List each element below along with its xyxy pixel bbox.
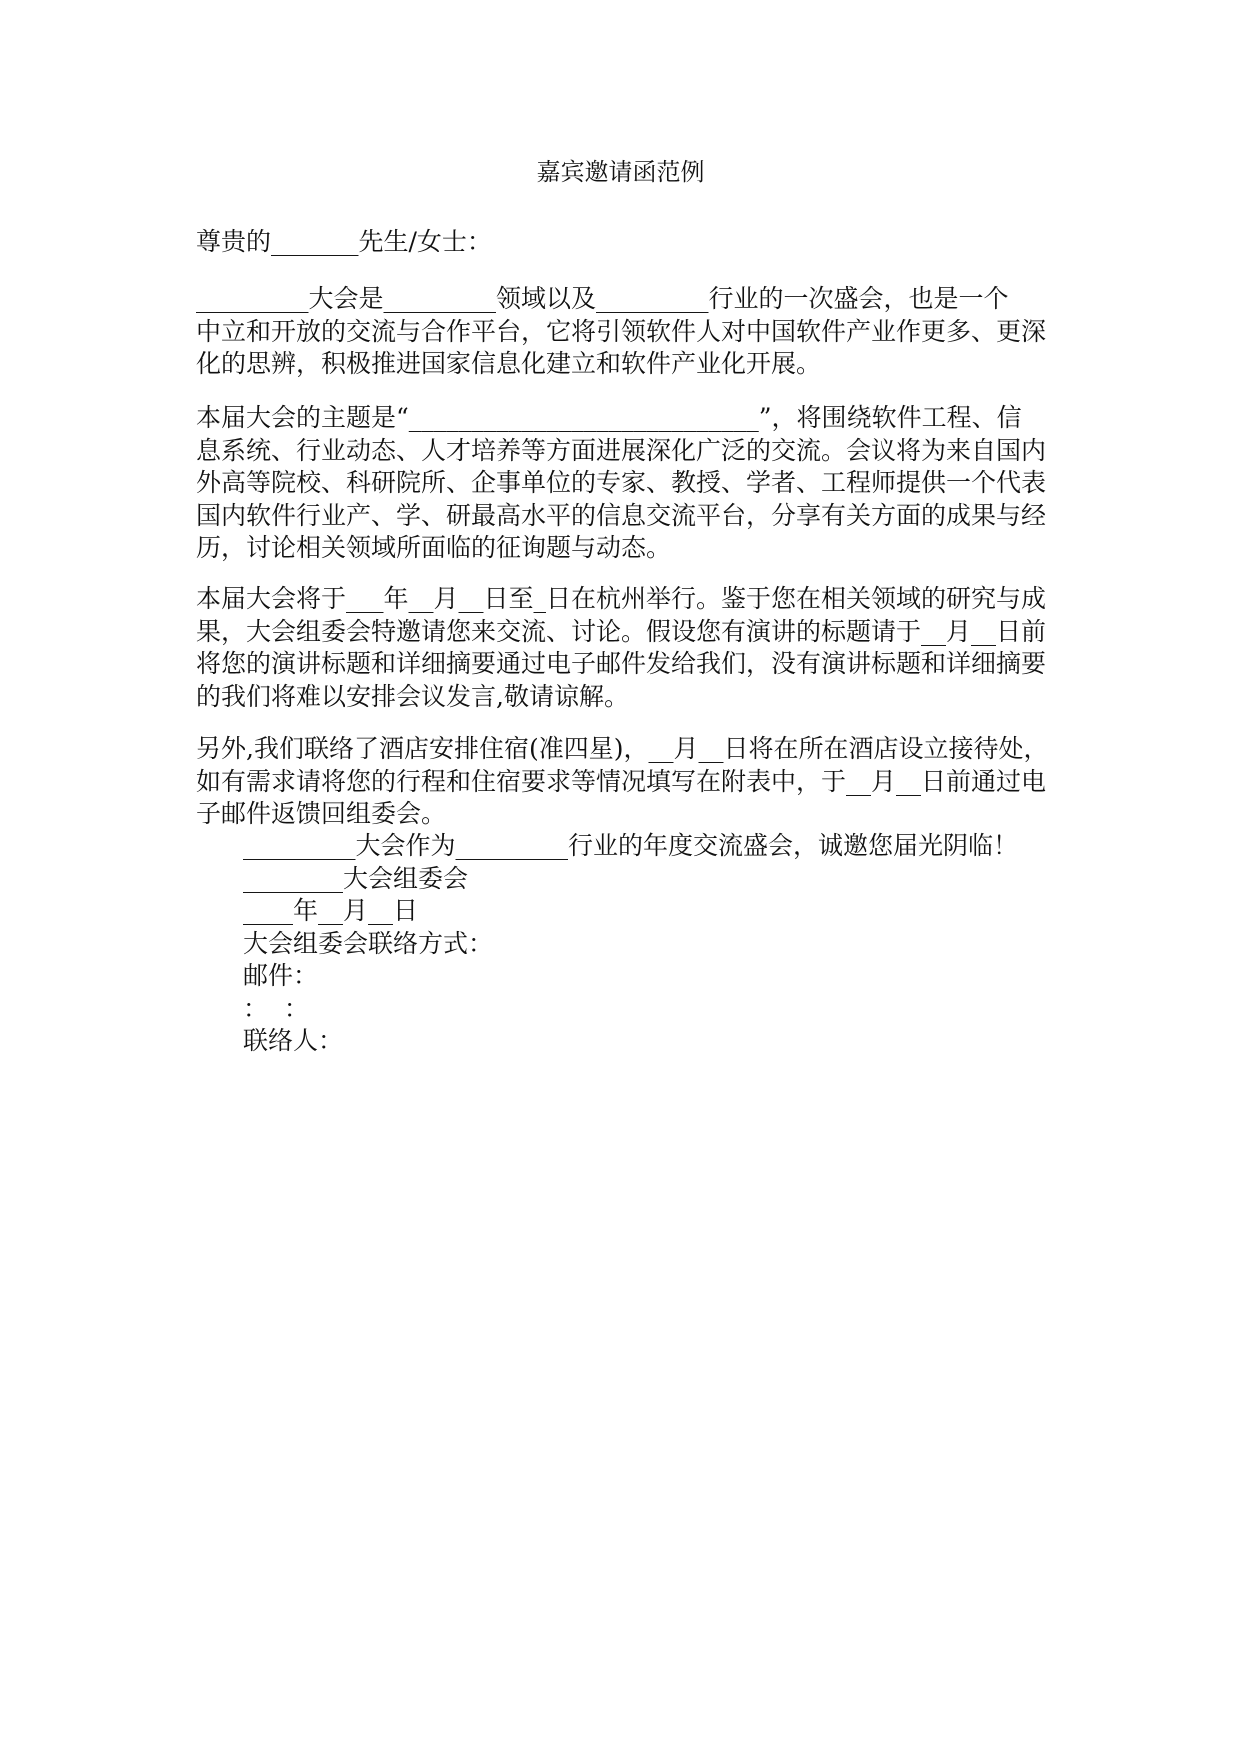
paragraph-line: 如有需求请将您的行程和住宿要求等情况填写在附表中，于__月__日前通过电: [196, 766, 1047, 796]
paragraph-line: 本届大会将于___年__月__日至_日在杭州举行。鉴于您在相关领域的研究与成: [196, 584, 1047, 613]
contact-email: 邮件：: [243, 961, 319, 990]
document-title: 嘉宾邀请函范例: [536, 158, 705, 186]
paragraph-intro: [196, 283, 1046, 381]
paragraph-line: 化的思辨，积极推进国家信息化建立和软件产业化开展。: [196, 349, 822, 378]
paragraph-line: 本届大会的主题是“____________________________”，将围绕软件工程、信: [196, 403, 1022, 432]
paragraph-line: 国内软件行业产、学、研最高水平的信息交流平台，分享有关方面的成果与经: [196, 500, 1047, 530]
paragraph-accommodation: [196, 733, 1049, 831]
contact-phone: ： ：: [243, 993, 309, 1023]
paragraph-line: 果，大会组委会特邀请您来交流、讨论。假设您有演讲的标题请于__月__日前: [196, 616, 1047, 646]
closing-invitation: _________大会作为_________行业的年度交流盛会，诚邀您届光阴临！: [243, 831, 1019, 860]
contact-person: 联络人：: [243, 1026, 344, 1055]
closing-date: ____年__月__日: [243, 896, 419, 925]
closing-organizer: ________大会组委会: [243, 863, 469, 893]
paragraph-line: 息系统、行业动态、人才培养等方面进展深化广泛的交流。会议将为来自国内: [196, 435, 1047, 465]
paragraph-line: 的我们将难以安排会议发言,敬请谅解。: [196, 681, 629, 711]
paragraph-line: _________大会是_________领域以及_________行业的一次盛会，也是一个: [196, 284, 1009, 313]
paragraph-line: 外高等院校、科研院所、企事单位的专家、教授、学者、工程师提供一个代表: [196, 468, 1047, 497]
salutation-text: 尊贵的_______先生/女士：: [196, 227, 492, 256]
paragraph-line: 历，讨论相关领域所面临的征询题与动态。: [196, 533, 672, 562]
paragraph-line: 中立和开放的交流与合作平台，它将引领软件人对中国软件产业作更多、更深: [196, 316, 1047, 346]
paragraph-theme: [196, 402, 1046, 565]
salutation: [196, 226, 1046, 259]
paragraph-line: 将您的演讲标题和详细摘要通过电子邮件发给我们，没有演讲标题和详细摘要: [196, 649, 1047, 678]
paragraph-line: 另外,我们联络了酒店安排住宿(准四星)，__月__日将在所在酒店设立接待处，: [196, 734, 1049, 763]
contact-heading: 大会组委会联络方式：: [243, 928, 494, 958]
closing-block: [243, 830, 1063, 1058]
paragraph-line: 子邮件返馈回组委会。: [196, 799, 447, 828]
paragraph-schedule: [196, 583, 1046, 713]
